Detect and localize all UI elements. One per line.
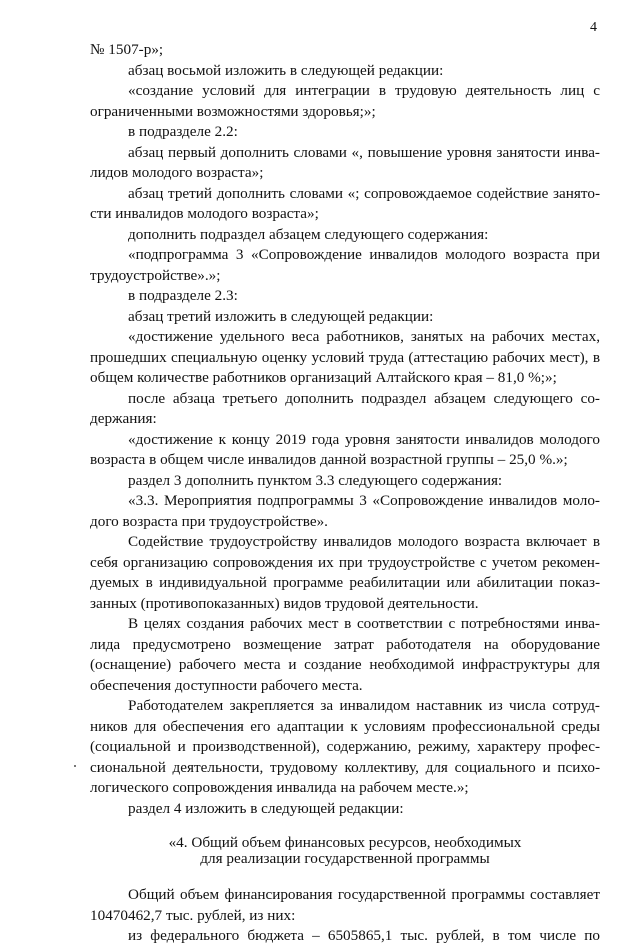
text-line: возраста в общем числе инвалидов данной возрастной группы – 25,0 %.»; — [90, 451, 568, 468]
body-text-bottom — [90, 885, 600, 947]
text-line: Работодателем закрепляется за инвалидом наставник из числа сотруд- — [128, 697, 600, 714]
text-line: абзац восьмой изложить в следующей редакции: — [128, 61, 444, 79]
text-line: обеспечения доступности рабочего места. — [90, 676, 363, 694]
text-line: ников для обеспечения его адаптации к условиям профессиональной среды — [90, 717, 600, 735]
text-line: трудоустройстве».»; — [90, 266, 221, 284]
text-line: «подпрограмма 3 «Сопровождение инвалидов молодого возраста при — [128, 246, 600, 263]
text-line: «создание условий для интеграции в трудовую деятельность лиц с — [128, 82, 600, 99]
text-line: из федерального бюджета – 6505865,1 тыс. рублей, в том числе по — [128, 927, 600, 944]
text-line: сти инвалидов молодого возраста»; — [90, 205, 319, 222]
document-body — [90, 40, 600, 947]
text-line: Содействие трудоустройству инвалидов молодого возраста включает в — [128, 533, 600, 550]
text-line: после абзаца третьего дополнить подраздел абзацем следующего со- — [128, 389, 600, 407]
text-line: ограниченными возможностями здоровья;»; — [90, 102, 376, 120]
text-line: абзац первый дополнить словами «, повышение уровня занятости инва- — [128, 143, 600, 161]
text-line: «достижение к концу 2019 года уровня занятости инвалидов молодого — [128, 430, 600, 448]
text-line: абзац третий дополнить словами «; сопровождаемое содействие занято- — [128, 184, 600, 202]
text-line: раздел 3 дополнить пунктом 3.3 следующего содержания: — [128, 471, 503, 489]
text-line: общем количестве работников организаций Алтайского края – 81,0 %;»; — [90, 369, 557, 386]
heading-line: для реализации государственной программы — [200, 850, 490, 867]
text-line: дого возраста при трудоустройстве». — [90, 512, 328, 530]
text-line: абзац третий изложить в следующей редакции: — [128, 307, 434, 325]
scan-speck — [74, 765, 76, 767]
text-line: лидов молодого возраста»; — [90, 164, 264, 181]
text-line: логического сопровождения инвалида на рабочем месте.»; — [90, 779, 469, 796]
text-line: «3.3. Мероприятия подпрограммы 3 «Сопровождение инвалидов моло- — [128, 492, 600, 509]
text-line: (оснащение) рабочего места и создание необходимой инфраструктуры для — [90, 656, 600, 673]
text-line: в подразделе 2.2: — [128, 123, 238, 140]
text-line: себя организацию сопровождения их при трудоустройстве с учетом рекомен- — [90, 553, 600, 571]
text-line: дуемых в индивидуальной программе реабилитации или абилитации показ- — [90, 574, 600, 591]
text-line: 10470462,7 тыс. рублей, из них: — [90, 906, 296, 924]
text-line: дополнить подраздел абзацем следующего содержания: — [128, 225, 489, 243]
body-text-top — [90, 40, 600, 819]
text-line: № 1507-р»; — [90, 41, 164, 58]
text-line: раздел 4 изложить в следующей редакции: — [128, 799, 404, 817]
text-line: Общий объем финансирования государственной программы составляет — [128, 886, 600, 903]
text-line: в подразделе 2.3: — [128, 287, 238, 304]
text-line: сиональной деятельности, трудовому коллективу, для социального и психо- — [90, 758, 600, 776]
text-line: прошедших специальную оценку условий труда (аттестацию рабочих мест), в — [90, 348, 600, 366]
page-number: 4 — [590, 20, 597, 35]
text-line: занных (противопоказанных) видов трудовой деятельности. — [90, 594, 479, 612]
section-heading — [90, 835, 600, 867]
text-line: В целях создания рабочих мест в соответствии с потребностями инва- — [128, 615, 600, 632]
text-line: держания: — [90, 410, 157, 427]
text-line: (социальной и производственной), содержанию, режиму, характеру профес- — [90, 738, 600, 755]
heading-line: «4. Общий объем финансовых ресурсов, необходимых — [168, 834, 522, 851]
text-line: «достижение удельного веса работников, занятых на рабочих местах, — [128, 328, 600, 345]
text-line: лида предусмотрено возмещение затрат работодателя на оборудование — [90, 635, 600, 653]
